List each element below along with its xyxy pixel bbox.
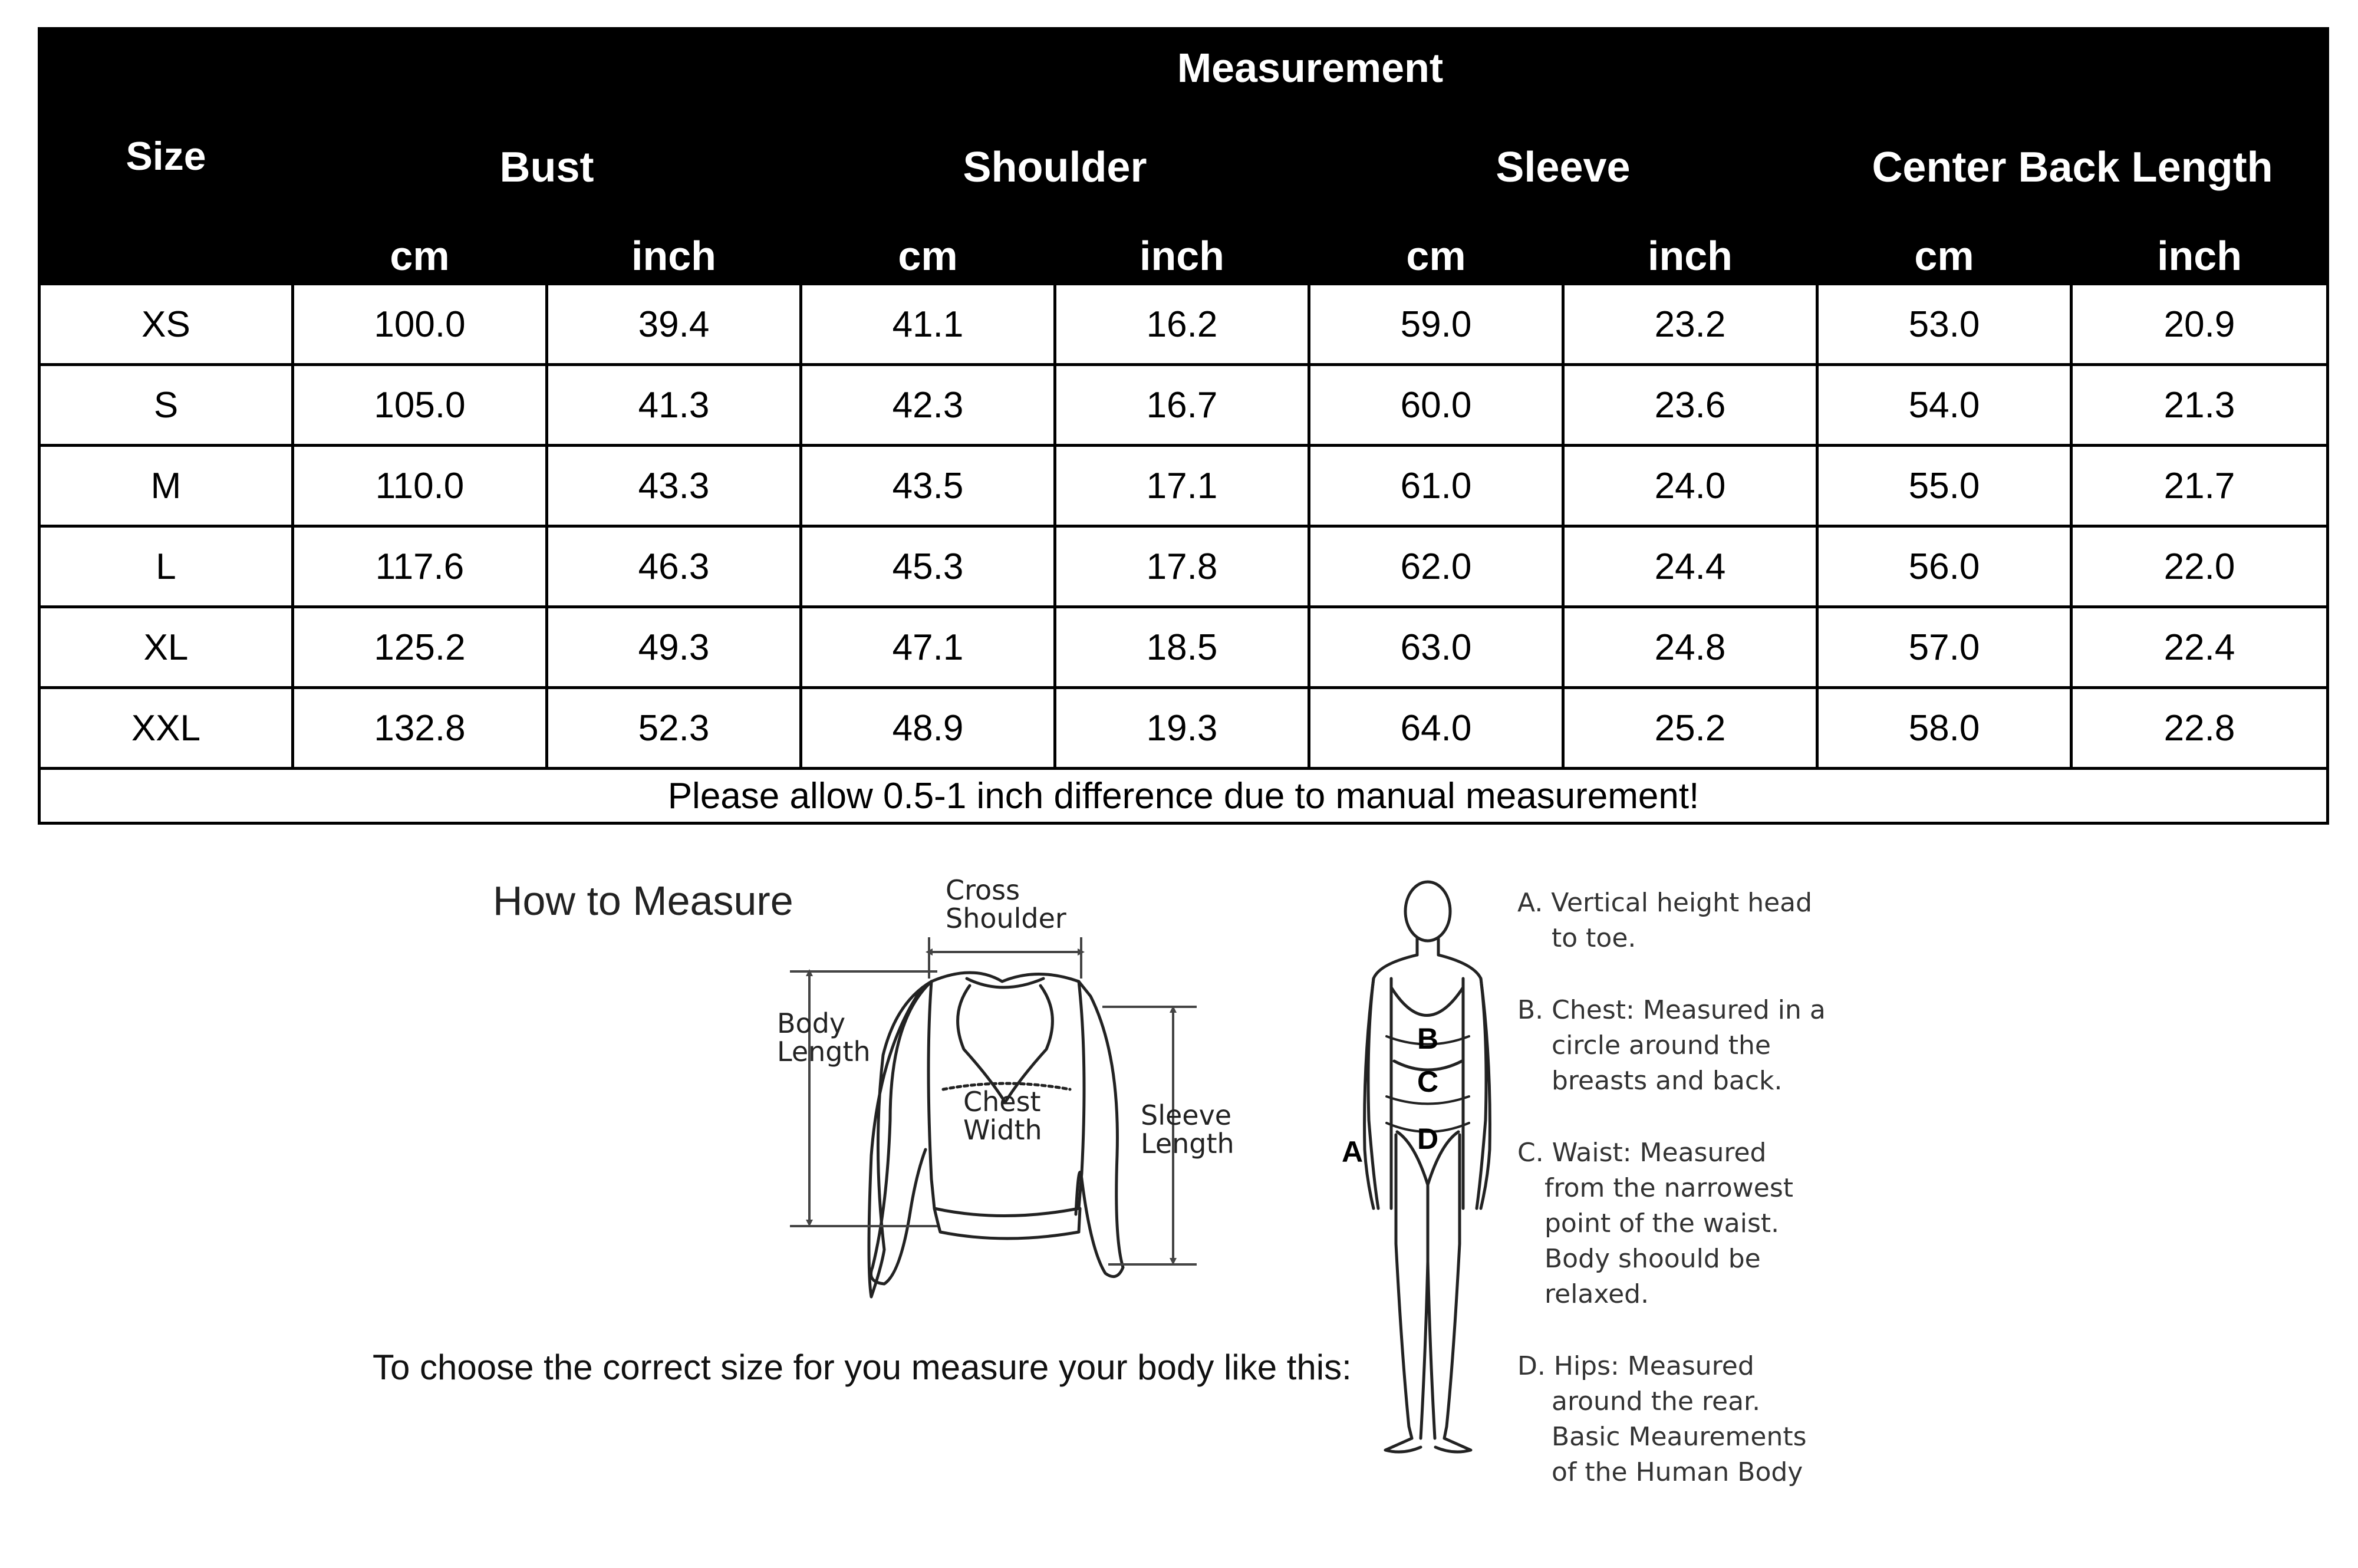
unit-header-inch: inch <box>547 228 801 284</box>
value-cell: 47.1 <box>801 607 1055 688</box>
value-cell: 110.0 <box>293 446 547 526</box>
note-first-line: D. Hips: Measured <box>1517 1351 1754 1381</box>
measurement-note: Please allow 0.5-1 inch difference due to manual measurement! <box>39 769 2328 823</box>
shoulder-header: Shoulder <box>801 107 1309 228</box>
note-item <box>1517 1349 1847 1490</box>
value-cell: 58.0 <box>1817 688 2072 769</box>
value-cell: 54.0 <box>1817 365 2072 446</box>
value-cell: 18.5 <box>1055 607 1309 688</box>
body-marker-a: A <box>1342 1135 1364 1168</box>
value-cell: 16.2 <box>1055 284 1309 365</box>
value-cell: 43.5 <box>801 446 1055 526</box>
value-cell: 105.0 <box>293 365 547 446</box>
value-cell: 63.0 <box>1309 607 1563 688</box>
value-cell: 23.6 <box>1563 365 1817 446</box>
human-body-illustration <box>1365 882 1490 1452</box>
value-cell: 43.3 <box>547 446 801 526</box>
body-marker-b: B <box>1417 1022 1439 1055</box>
size-cell: XXL <box>39 688 293 769</box>
value-cell: 22.0 <box>2072 526 2328 607</box>
bust-header: Bust <box>293 107 801 228</box>
value-cell: 48.9 <box>801 688 1055 769</box>
value-cell: 117.6 <box>293 526 547 607</box>
value-cell: 125.2 <box>293 607 547 688</box>
body-marker-c: C <box>1417 1065 1439 1098</box>
value-cell: 62.0 <box>1309 526 1563 607</box>
note-rest: around the rear. Basic Meaurements of the Human Body <box>1552 1386 1807 1487</box>
size-header: Size <box>39 29 293 284</box>
value-cell: 24.8 <box>1563 607 1817 688</box>
note-item <box>1517 1135 1847 1312</box>
value-cell: 39.4 <box>547 284 801 365</box>
measurement-header: Measurement <box>293 29 2328 107</box>
unit-header-cm: cm <box>293 228 547 284</box>
sleeve-length-label: Sleeve Length <box>1141 1099 1234 1159</box>
value-cell: 64.0 <box>1309 688 1563 769</box>
how-to-measure-title: How to Measure <box>493 878 793 924</box>
note-rest: circle around the breasts and back. <box>1552 1030 1783 1096</box>
value-cell: 22.4 <box>2072 607 2328 688</box>
value-cell: 21.3 <box>2072 365 2328 446</box>
value-cell: 41.3 <box>547 365 801 446</box>
size-cell: S <box>39 365 293 446</box>
cross-shoulder-label: Cross Shoulder <box>946 874 1066 934</box>
value-cell: 132.8 <box>293 688 547 769</box>
choose-size-instruction: To choose the correct size for you measure your body like this: <box>373 1348 1352 1387</box>
sleeve-header: Sleeve <box>1309 107 1817 228</box>
unit-header-inch: inch <box>1055 228 1309 284</box>
value-cell: 21.7 <box>2072 446 2328 526</box>
note-item <box>1517 885 1847 956</box>
note-rest: from the narrowest point of the waist. Body shoould be relaxed. <box>1544 1173 1794 1309</box>
value-cell: 24.0 <box>1563 446 1817 526</box>
value-cell: 56.0 <box>1817 526 2072 607</box>
center-back-length-header: Center Back Length <box>1817 107 2328 228</box>
size-cell: XS <box>39 284 293 365</box>
value-cell: 45.3 <box>801 526 1055 607</box>
note-first-line: B. Chest: Measured in a <box>1517 995 1826 1025</box>
note-first-line: C. Waist: Measured <box>1517 1138 1767 1168</box>
unit-header-cm: cm <box>1817 228 2072 284</box>
value-cell: 60.0 <box>1309 365 1563 446</box>
value-cell: 23.2 <box>1563 284 1817 365</box>
body-marker-d: D <box>1417 1122 1439 1155</box>
value-cell: 46.3 <box>547 526 801 607</box>
value-cell: 19.3 <box>1055 688 1309 769</box>
size-cell: L <box>39 526 293 607</box>
chest-width-label: Chest Width <box>963 1086 1042 1146</box>
size-cell: XL <box>39 607 293 688</box>
note-item <box>1517 993 1847 1099</box>
value-cell: 55.0 <box>1817 446 2072 526</box>
value-cell: 100.0 <box>293 284 547 365</box>
value-cell: 42.3 <box>801 365 1055 446</box>
body-length-label: Body Length <box>777 1007 871 1068</box>
value-cell: 49.3 <box>547 607 801 688</box>
value-cell: 25.2 <box>1563 688 1817 769</box>
value-cell: 52.3 <box>547 688 801 769</box>
unit-header-inch: inch <box>2072 228 2328 284</box>
value-cell: 24.4 <box>1563 526 1817 607</box>
note-first-line: A. Vertical height head <box>1517 888 1813 918</box>
value-cell: 16.7 <box>1055 365 1309 446</box>
value-cell: 17.8 <box>1055 526 1309 607</box>
unit-header-inch: inch <box>1563 228 1817 284</box>
value-cell: 53.0 <box>1817 284 2072 365</box>
value-cell: 20.9 <box>2072 284 2328 365</box>
value-cell: 22.8 <box>2072 688 2328 769</box>
value-cell: 61.0 <box>1309 446 1563 526</box>
value-cell: 41.1 <box>801 284 1055 365</box>
value-cell: 17.1 <box>1055 446 1309 526</box>
value-cell: 57.0 <box>1817 607 2072 688</box>
value-cell: 59.0 <box>1309 284 1563 365</box>
unit-header-cm: cm <box>801 228 1055 284</box>
unit-header-cm: cm <box>1309 228 1563 284</box>
note-rest: to toe. <box>1552 923 1636 953</box>
size-cell: M <box>39 446 293 526</box>
measurement-notes <box>1517 885 1847 1527</box>
